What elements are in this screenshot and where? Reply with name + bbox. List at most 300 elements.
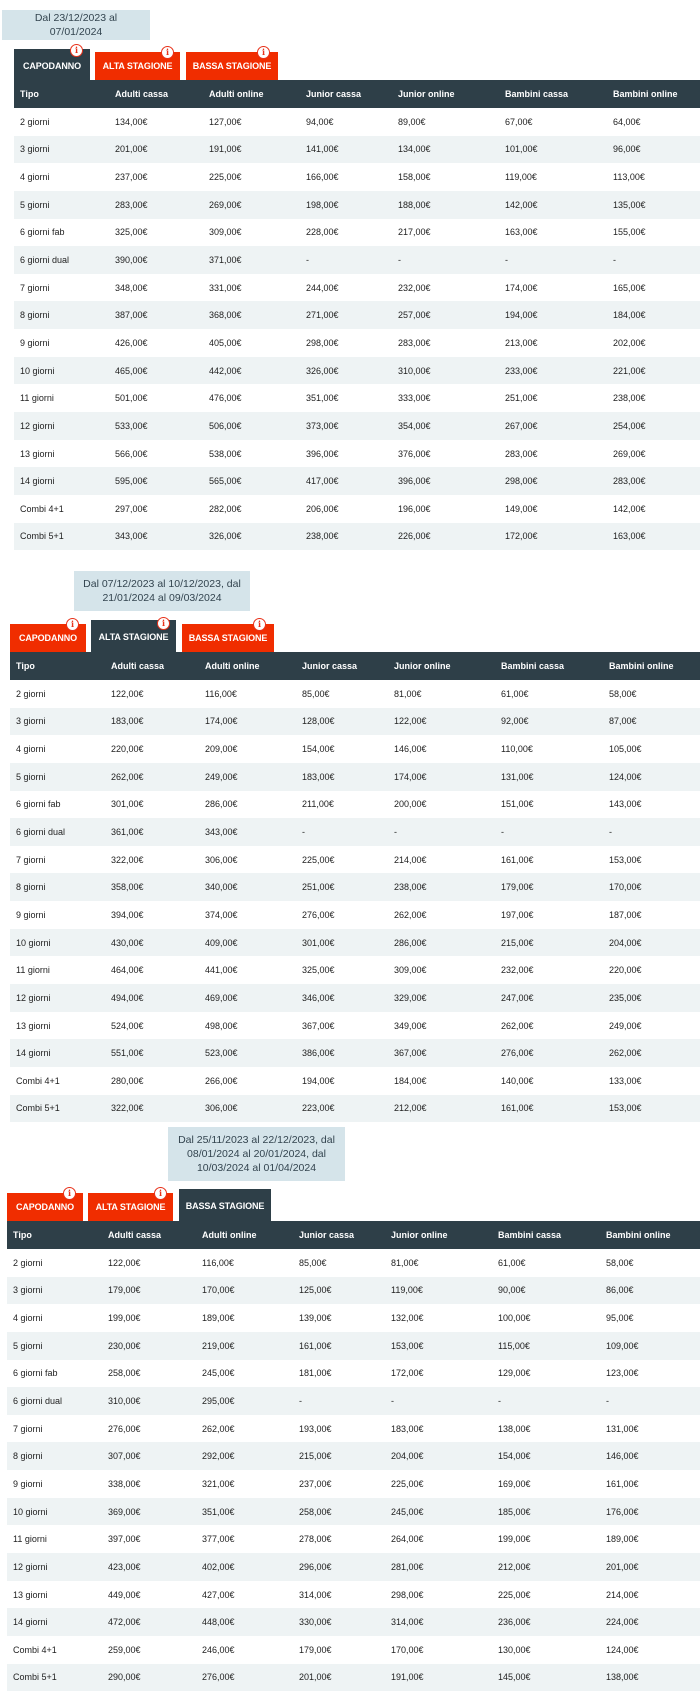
price-cell: 494,00€ [105, 984, 199, 1012]
price-cell: 225,00€ [203, 163, 300, 191]
column-header: Junior online [388, 652, 495, 680]
price-cell: 247,00€ [495, 984, 603, 1012]
tab-bassa-stagione[interactable]: BASSA STAGIONE [186, 52, 278, 80]
date-range-label: Dal 07/12/2023 al 10/12/2023, dal 21/01/2024 al 09/03/2024 [74, 571, 250, 611]
date-range-label: Dal 25/11/2023 al 22/12/2023, dal 08/01/2024 al 20/01/2024, dal 10/03/2024 al 01/04/2024 [168, 1127, 345, 1181]
price-cell: 283,00€ [607, 467, 700, 495]
price-cell: 143,00€ [603, 791, 700, 819]
price-cell: 276,00€ [102, 1415, 196, 1443]
price-cell: 153,00€ [385, 1332, 492, 1360]
price-cell: 67,00€ [499, 108, 607, 136]
price-cell: 358,00€ [105, 873, 199, 901]
tab-capodanno[interactable]: CAPODANNO [7, 1193, 83, 1221]
price-cell: 146,00€ [600, 1442, 700, 1470]
price-cell: 286,00€ [388, 929, 495, 957]
price-cell: 258,00€ [293, 1498, 385, 1526]
price-cell: 264,00€ [385, 1525, 492, 1553]
price-cell: 441,00€ [199, 956, 296, 984]
info-icon[interactable]: i [161, 46, 174, 59]
price-cell: 251,00€ [296, 873, 388, 901]
ticket-type-cell: 5 giorni [7, 1332, 102, 1360]
table-row [7, 1581, 700, 1609]
price-cell: 138,00€ [492, 1415, 600, 1443]
price-cell: 191,00€ [203, 136, 300, 164]
price-cell: 402,00€ [196, 1553, 293, 1581]
price-cell: 161,00€ [293, 1332, 385, 1360]
price-cell: 189,00€ [196, 1304, 293, 1332]
price-cell: 151,00€ [495, 791, 603, 819]
price-cell: 349,00€ [388, 1012, 495, 1040]
price-cell: 283,00€ [392, 329, 499, 357]
price-cell: 258,00€ [102, 1360, 196, 1388]
ticket-type-cell: Combi 5+1 [10, 1095, 105, 1123]
price-cell: 374,00€ [199, 901, 296, 929]
ticket-type-cell: 3 giorni [7, 1277, 102, 1305]
price-cell: 86,00€ [600, 1277, 700, 1305]
price-cell: 183,00€ [105, 708, 199, 736]
price-cell: 330,00€ [293, 1608, 385, 1636]
price-cell: - [385, 1387, 492, 1415]
table-row [7, 1498, 700, 1526]
price-cell: 194,00€ [296, 1067, 388, 1095]
price-table [7, 1221, 700, 1691]
price-cell: 219,00€ [196, 1332, 293, 1360]
price-cell: 369,00€ [102, 1498, 196, 1526]
price-cell: 127,00€ [203, 108, 300, 136]
price-cell: 533,00€ [109, 412, 203, 440]
column-header: Junior online [385, 1221, 492, 1249]
table-header-row [7, 1221, 700, 1249]
price-cell: 172,00€ [385, 1360, 492, 1388]
table-row [7, 1608, 700, 1636]
info-icon[interactable]: i [70, 44, 83, 57]
ticket-type-cell: 8 giorni [7, 1442, 102, 1470]
ticket-type-cell: 2 giorni [7, 1249, 102, 1277]
price-cell: 298,00€ [385, 1581, 492, 1609]
ticket-type-cell: 4 giorni [10, 735, 105, 763]
price-cell: 417,00€ [300, 467, 392, 495]
price-cell: 179,00€ [495, 873, 603, 901]
price-cell: 314,00€ [385, 1608, 492, 1636]
price-cell: 333,00€ [392, 384, 499, 412]
price-cell: 314,00€ [293, 1581, 385, 1609]
price-cell: 326,00€ [203, 523, 300, 551]
table-row [7, 1304, 700, 1332]
price-cell: 476,00€ [203, 384, 300, 412]
price-cell: 124,00€ [603, 763, 700, 791]
column-header: Tipo [7, 1221, 102, 1249]
ticket-type-cell: 11 giorni [14, 384, 109, 412]
column-header: Tipo [14, 80, 109, 108]
column-header: Junior cassa [300, 80, 392, 108]
price-cell: 163,00€ [499, 219, 607, 247]
price-cell: 142,00€ [499, 191, 607, 219]
tab-bassa-stagione[interactable]: BASSA STAGIONE [182, 624, 274, 652]
price-cell: 322,00€ [105, 1095, 199, 1123]
price-cell: 165,00€ [607, 274, 700, 302]
price-cell: 298,00€ [300, 329, 392, 357]
price-cell: 209,00€ [199, 735, 296, 763]
price-cell: - [296, 818, 388, 846]
price-cell: 325,00€ [109, 219, 203, 247]
price-cell: 354,00€ [392, 412, 499, 440]
price-cell: 169,00€ [492, 1470, 600, 1498]
price-cell: 122,00€ [388, 708, 495, 736]
price-cell: 348,00€ [109, 274, 203, 302]
price-cell: 387,00€ [109, 301, 203, 329]
price-cell: 368,00€ [203, 301, 300, 329]
column-header: Bambini cassa [492, 1221, 600, 1249]
price-cell: 266,00€ [199, 1067, 296, 1095]
ticket-type-cell: 10 giorni [10, 929, 105, 957]
price-cell: 141,00€ [300, 136, 392, 164]
price-cell: 322,00€ [105, 846, 199, 874]
price-cell: 187,00€ [603, 901, 700, 929]
price-cell: 523,00€ [199, 1039, 296, 1067]
price-cell: 376,00€ [392, 440, 499, 468]
ticket-type-cell: Combi 4+1 [7, 1636, 102, 1664]
price-cell: 184,00€ [388, 1067, 495, 1095]
price-cell: 262,00€ [105, 763, 199, 791]
price-cell: 465,00€ [109, 357, 203, 385]
price-cell: 236,00€ [492, 1608, 600, 1636]
price-cell: 183,00€ [296, 763, 388, 791]
price-cell: 595,00€ [109, 467, 203, 495]
price-cell: 238,00€ [388, 873, 495, 901]
column-header: Adulti cassa [109, 80, 203, 108]
price-cell: 220,00€ [603, 956, 700, 984]
price-cell: 448,00€ [196, 1608, 293, 1636]
price-cell: - [300, 246, 392, 274]
info-icon[interactable]: i [257, 46, 270, 59]
price-cell: - [388, 818, 495, 846]
column-header: Adulti cassa [102, 1221, 196, 1249]
price-cell: 367,00€ [296, 1012, 388, 1040]
ticket-type-cell: 2 giorni [10, 680, 105, 708]
price-cell: 161,00€ [495, 1095, 603, 1123]
column-header: Junior cassa [293, 1221, 385, 1249]
price-cell: 206,00€ [300, 495, 392, 523]
tab-bassa-stagione[interactable]: BASSA STAGIONE [179, 1189, 271, 1221]
price-cell: 397,00€ [102, 1525, 196, 1553]
price-cell: 179,00€ [293, 1636, 385, 1664]
price-cell: 405,00€ [203, 329, 300, 357]
price-cell: 230,00€ [102, 1332, 196, 1360]
price-cell: 386,00€ [296, 1039, 388, 1067]
price-cell: 326,00€ [300, 357, 392, 385]
ticket-type-cell: 9 giorni [14, 329, 109, 357]
price-cell: 92,00€ [495, 708, 603, 736]
price-cell: 200,00€ [388, 791, 495, 819]
price-cell: 138,00€ [600, 1664, 700, 1692]
price-cell: 154,00€ [492, 1442, 600, 1470]
price-cell: 140,00€ [495, 1067, 603, 1095]
price-cell: 298,00€ [499, 467, 607, 495]
price-cell: 174,00€ [199, 708, 296, 736]
price-cell: 204,00€ [603, 929, 700, 957]
table-row [7, 1442, 700, 1470]
price-cell: 132,00€ [385, 1304, 492, 1332]
price-cell: 251,00€ [499, 384, 607, 412]
price-cell: 449,00€ [102, 1581, 196, 1609]
price-cell: 259,00€ [102, 1636, 196, 1664]
price-cell: 61,00€ [495, 680, 603, 708]
table-row [7, 1470, 700, 1498]
price-cell: - [492, 1387, 600, 1415]
price-cell: 142,00€ [607, 495, 700, 523]
price-cell: 94,00€ [300, 108, 392, 136]
price-cell: 301,00€ [296, 929, 388, 957]
ticket-type-cell: 14 giorni [10, 1039, 105, 1067]
price-cell: 233,00€ [499, 357, 607, 385]
price-cell: 232,00€ [392, 274, 499, 302]
tab-alta-stagione[interactable]: ALTA STAGIONE [95, 52, 180, 80]
price-cell: 191,00€ [385, 1664, 492, 1692]
price-cell: 170,00€ [603, 873, 700, 901]
ticket-type-cell: 6 giorni fab [14, 219, 109, 247]
price-cell: 211,00€ [296, 791, 388, 819]
price-cell: 181,00€ [293, 1360, 385, 1388]
price-cell: 501,00€ [109, 384, 203, 412]
price-cell: 225,00€ [385, 1470, 492, 1498]
price-cell: 116,00€ [199, 680, 296, 708]
ticket-type-cell: 7 giorni [14, 274, 109, 302]
price-cell: 128,00€ [296, 708, 388, 736]
price-cell: 188,00€ [392, 191, 499, 219]
price-cell: 196,00€ [392, 495, 499, 523]
ticket-type-cell: 6 giorni dual [10, 818, 105, 846]
price-cell: 269,00€ [607, 440, 700, 468]
price-cell: 325,00€ [296, 956, 388, 984]
price-cell: 221,00€ [607, 357, 700, 385]
price-cell: 301,00€ [105, 791, 199, 819]
info-icon[interactable]: i [157, 617, 170, 630]
price-cell: 377,00€ [196, 1525, 293, 1553]
price-cell: 87,00€ [603, 708, 700, 736]
price-cell: 213,00€ [499, 329, 607, 357]
price-cell: 307,00€ [102, 1442, 196, 1470]
price-cell: 338,00€ [102, 1470, 196, 1498]
price-cell: 215,00€ [293, 1442, 385, 1470]
ticket-type-cell: Combi 5+1 [14, 523, 109, 551]
price-cell: 442,00€ [203, 357, 300, 385]
price-cell: 161,00€ [495, 846, 603, 874]
price-cell: 202,00€ [607, 329, 700, 357]
price-cell: 566,00€ [109, 440, 203, 468]
price-cell: 246,00€ [196, 1636, 293, 1664]
price-cell: 426,00€ [109, 329, 203, 357]
price-cell: 238,00€ [607, 384, 700, 412]
price-cell: 396,00€ [392, 467, 499, 495]
price-cell: 64,00€ [607, 108, 700, 136]
date-range-label: Dal 23/12/2023 al 07/01/2024 [2, 10, 150, 40]
column-header: Bambini online [600, 1221, 700, 1249]
price-cell: 154,00€ [296, 735, 388, 763]
price-cell: 281,00€ [385, 1553, 492, 1581]
price-cell: 351,00€ [300, 384, 392, 412]
price-cell: 282,00€ [203, 495, 300, 523]
tab-alta-stagione[interactable]: ALTA STAGIONE [91, 620, 176, 652]
price-cell: 176,00€ [600, 1498, 700, 1526]
price-cell: 81,00€ [385, 1249, 492, 1277]
price-cell: 166,00€ [300, 163, 392, 191]
ticket-type-cell: 14 giorni [7, 1608, 102, 1636]
ticket-type-cell: 3 giorni [14, 136, 109, 164]
ticket-type-cell: 4 giorni [7, 1304, 102, 1332]
table-row [7, 1360, 700, 1388]
ticket-type-cell: 9 giorni [7, 1470, 102, 1498]
price-cell: 133,00€ [603, 1067, 700, 1095]
price-cell: 309,00€ [203, 219, 300, 247]
ticket-type-cell: 10 giorni [7, 1498, 102, 1526]
price-cell: 131,00€ [495, 763, 603, 791]
price-cell: 201,00€ [293, 1664, 385, 1692]
ticket-type-cell: 6 giorni fab [10, 791, 105, 819]
price-cell: 149,00€ [499, 495, 607, 523]
price-cell: 257,00€ [392, 301, 499, 329]
price-cell: 199,00€ [102, 1304, 196, 1332]
price-cell: 110,00€ [495, 735, 603, 763]
price-cell: 58,00€ [600, 1249, 700, 1277]
ticket-type-cell: 9 giorni [10, 901, 105, 929]
tab-alta-stagione[interactable]: ALTA STAGIONE [88, 1193, 173, 1221]
price-cell: 183,00€ [385, 1415, 492, 1443]
price-cell: 373,00€ [300, 412, 392, 440]
price-cell: 245,00€ [196, 1360, 293, 1388]
price-cell: 262,00€ [603, 1039, 700, 1067]
price-cell: 361,00€ [105, 818, 199, 846]
price-cell: 193,00€ [293, 1415, 385, 1443]
price-cell: 286,00€ [199, 791, 296, 819]
ticket-type-cell: 11 giorni [10, 956, 105, 984]
price-cell: 96,00€ [607, 136, 700, 164]
column-header: Bambini online [607, 80, 700, 108]
price-cell: 249,00€ [603, 1012, 700, 1040]
price-cell: 85,00€ [293, 1249, 385, 1277]
price-cell: 161,00€ [600, 1470, 700, 1498]
column-header: Adulti online [199, 652, 296, 680]
price-cell: 199,00€ [492, 1525, 600, 1553]
price-cell: 225,00€ [492, 1581, 600, 1609]
ticket-type-cell: 3 giorni [10, 708, 105, 736]
price-cell: 290,00€ [102, 1664, 196, 1692]
price-cell: 125,00€ [293, 1277, 385, 1305]
table-row [7, 1636, 700, 1664]
price-cell: 430,00€ [105, 929, 199, 957]
info-icon[interactable]: i [63, 1187, 76, 1200]
price-cell: 267,00€ [499, 412, 607, 440]
tab-capodanno[interactable]: CAPODANNO [14, 49, 90, 81]
price-cell: 174,00€ [388, 763, 495, 791]
price-cell: 276,00€ [495, 1039, 603, 1067]
price-cell: 134,00€ [109, 108, 203, 136]
ticket-type-cell: 13 giorni [10, 1012, 105, 1040]
price-cell: 170,00€ [385, 1636, 492, 1664]
price-cell: 146,00€ [388, 735, 495, 763]
price-cell: 119,00€ [385, 1277, 492, 1305]
price-cell: 105,00€ [603, 735, 700, 763]
column-header: Junior cassa [296, 652, 388, 680]
table-row [7, 1249, 700, 1277]
price-cell: 214,00€ [600, 1581, 700, 1609]
price-cell: 119,00€ [499, 163, 607, 191]
price-cell: 329,00€ [388, 984, 495, 1012]
table-row [7, 1664, 700, 1692]
price-cell: 189,00€ [600, 1525, 700, 1553]
price-cell: 113,00€ [607, 163, 700, 191]
price-cell: 139,00€ [293, 1304, 385, 1332]
price-cell: 394,00€ [105, 901, 199, 929]
price-cell: 331,00€ [203, 274, 300, 302]
price-cell: 309,00€ [388, 956, 495, 984]
table-row [7, 1332, 700, 1360]
price-cell: 122,00€ [102, 1249, 196, 1277]
price-cell: - [603, 818, 700, 846]
price-cell: 524,00€ [105, 1012, 199, 1040]
price-cell: 130,00€ [492, 1636, 600, 1664]
ticket-type-cell: 7 giorni [10, 846, 105, 874]
price-cell: 565,00€ [203, 467, 300, 495]
ticket-type-cell: 8 giorni [10, 873, 105, 901]
price-cell: 278,00€ [293, 1525, 385, 1553]
price-cell: 396,00€ [300, 440, 392, 468]
price-cell: 371,00€ [203, 246, 300, 274]
price-cell: - [600, 1387, 700, 1415]
price-cell: 212,00€ [492, 1553, 600, 1581]
ticket-type-cell: 2 giorni [14, 108, 109, 136]
price-cell: 245,00€ [385, 1498, 492, 1526]
ticket-type-cell: Combi 4+1 [10, 1067, 105, 1095]
price-cell: 423,00€ [102, 1553, 196, 1581]
price-cell: 297,00€ [109, 495, 203, 523]
table-row [7, 1553, 700, 1581]
ticket-type-cell: 10 giorni [14, 357, 109, 385]
price-cell: 58,00€ [603, 680, 700, 708]
price-cell: 185,00€ [492, 1498, 600, 1526]
ticket-type-cell: 7 giorni [7, 1415, 102, 1443]
price-cell: 346,00€ [296, 984, 388, 1012]
price-cell: 61,00€ [492, 1249, 600, 1277]
price-cell: 194,00€ [499, 301, 607, 329]
price-cell: 551,00€ [105, 1039, 199, 1067]
price-cell: 116,00€ [196, 1249, 293, 1277]
info-icon[interactable]: i [253, 618, 266, 631]
price-cell: 280,00€ [105, 1067, 199, 1095]
tab-capodanno[interactable]: CAPODANNO [10, 624, 86, 652]
ticket-type-cell: 6 giorni fab [7, 1360, 102, 1388]
table-row [7, 1277, 700, 1305]
info-icon[interactable]: i [66, 618, 79, 631]
price-cell: 184,00€ [607, 301, 700, 329]
price-cell: 220,00€ [105, 735, 199, 763]
price-cell: 215,00€ [495, 929, 603, 957]
price-cell: 276,00€ [296, 901, 388, 929]
price-cell: 464,00€ [105, 956, 199, 984]
price-cell: 262,00€ [495, 1012, 603, 1040]
price-cell: 249,00€ [199, 763, 296, 791]
price-cell: 134,00€ [392, 136, 499, 164]
price-cell: 197,00€ [495, 901, 603, 929]
price-cell: 506,00€ [203, 412, 300, 440]
price-cell: 214,00€ [388, 846, 495, 874]
price-cell: 131,00€ [600, 1415, 700, 1443]
price-cell: 223,00€ [296, 1095, 388, 1123]
price-cell: 306,00€ [199, 846, 296, 874]
price-cell: 254,00€ [607, 412, 700, 440]
price-cell: 174,00€ [499, 274, 607, 302]
info-icon[interactable]: i [154, 1187, 167, 1200]
price-cell: 158,00€ [392, 163, 499, 191]
